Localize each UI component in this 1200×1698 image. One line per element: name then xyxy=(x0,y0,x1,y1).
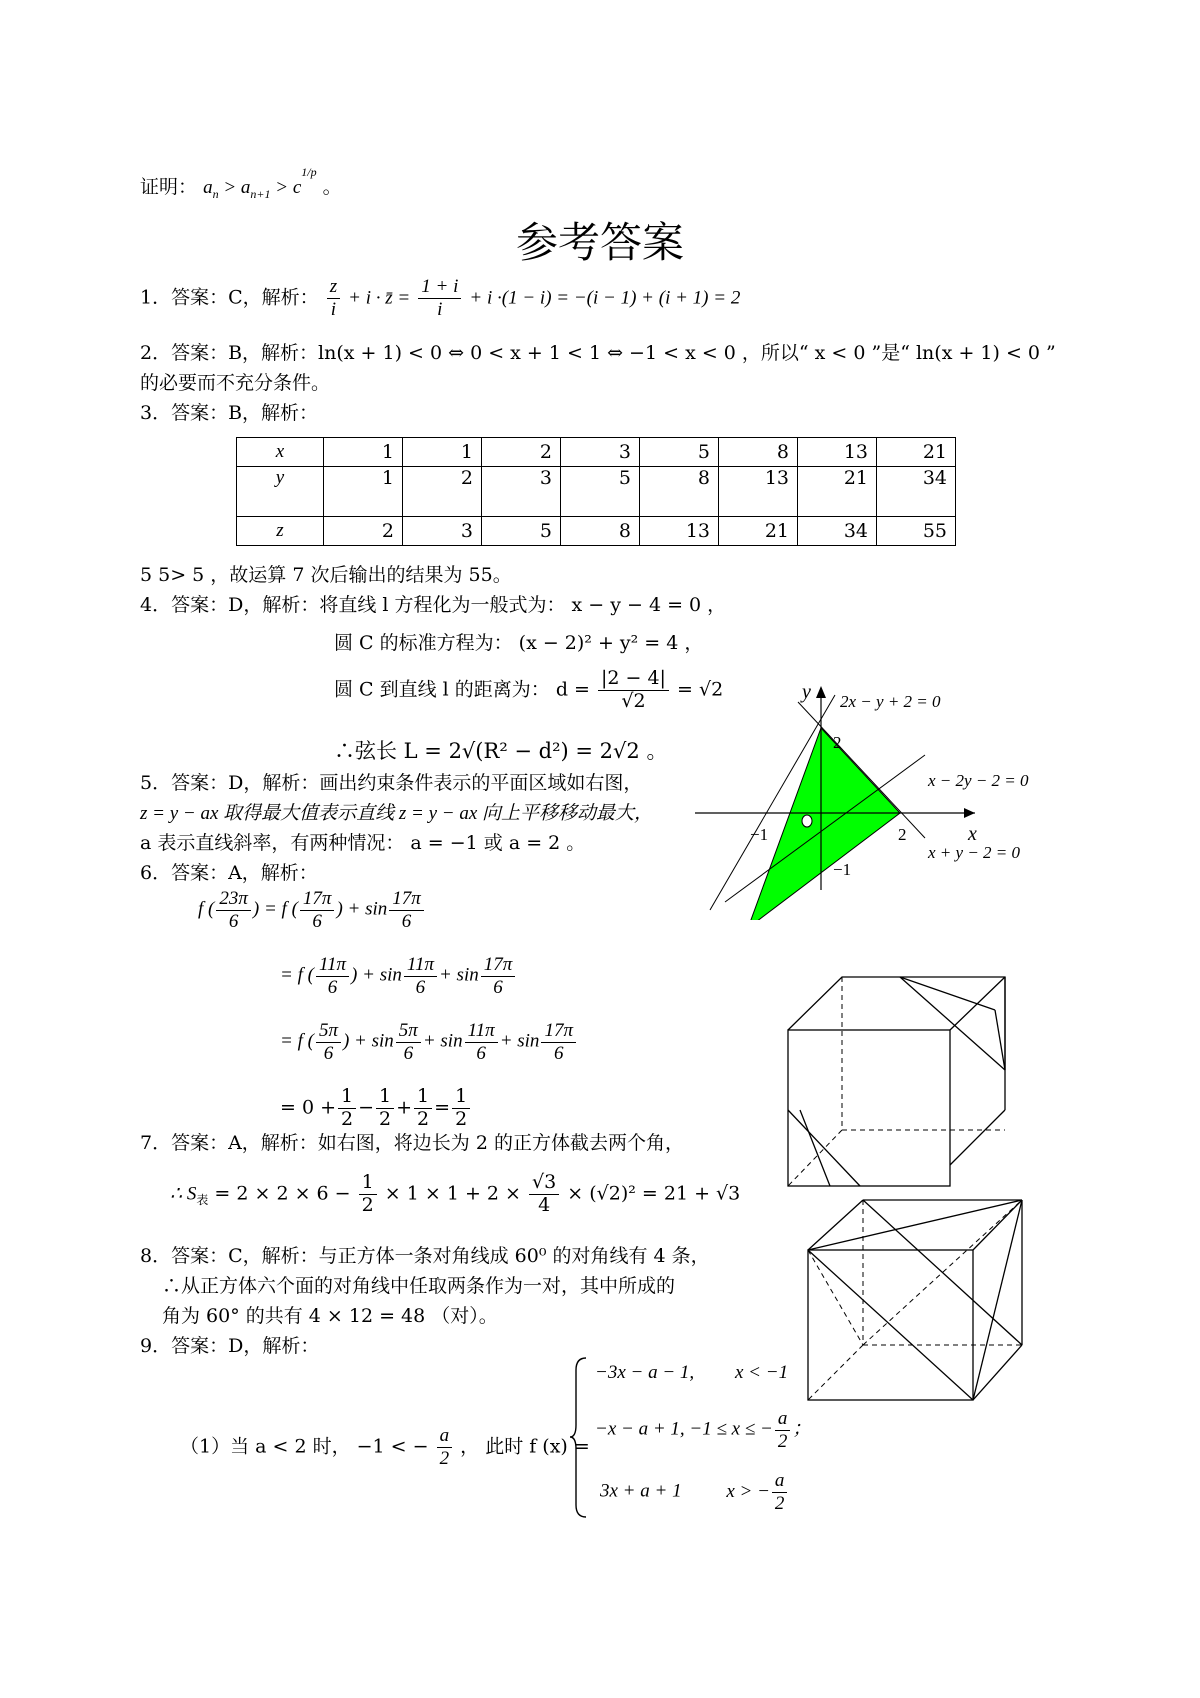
table-cell: 8 xyxy=(719,438,798,467)
q6-r4-d1: 2 xyxy=(341,1107,354,1130)
table-row xyxy=(237,438,956,467)
q1-frac1 xyxy=(327,276,340,321)
q6-r2-d3: 6 xyxy=(493,976,503,998)
q6-r3-f4 xyxy=(541,1020,576,1065)
q6-r4-d3: 2 xyxy=(417,1107,430,1130)
graph-eq3: x + y − 2 = 0 xyxy=(928,843,1021,862)
q9-case2: ， 此时 f (x) = xyxy=(460,1435,590,1458)
q4-line4: ∴弦长 L = 2√(R² − d²) = 2√2 。 xyxy=(334,739,668,763)
q6-r1-f2 xyxy=(300,888,335,933)
q8-line2: ∴从正方体六个面的对角线中任取两条作为一对，其中所成的 xyxy=(162,1275,676,1297)
q3-tail: 5 5> 5 ，故运算 7 次后输出的结果为 55。 xyxy=(140,564,512,586)
table-cell: 34 xyxy=(798,517,877,546)
q6-r4-f1 xyxy=(338,1086,356,1131)
graph-y-label: y xyxy=(802,681,811,703)
q6-r2-n3: 17π xyxy=(481,954,516,977)
proof-an: a xyxy=(203,177,213,198)
q6-r3-n3: 11π xyxy=(465,1020,498,1043)
q6-row3 xyxy=(280,1020,578,1065)
q6-r3-d3: 6 xyxy=(476,1042,486,1064)
q6-head: 6．答案：A，解析： xyxy=(140,862,318,884)
piecewise-brace xyxy=(570,1355,590,1520)
q9-head: 9．答案：D，解析： xyxy=(140,1335,320,1357)
q5-line2: z = y − ax 取得最大值表示直线 z = y − ax 向上平移移动最大， xyxy=(140,803,654,824)
q1-rest: + i ·(1 − i) = −(i − 1) + (i + 1) = 2 xyxy=(469,287,741,309)
q6-r4-n1: 1 xyxy=(338,1086,356,1109)
cube-figure-1 xyxy=(780,970,1010,1190)
q7-frac2 xyxy=(529,1172,559,1217)
q7-frac1 xyxy=(359,1172,377,1217)
table-cell: x xyxy=(237,438,324,467)
q9-case-text: （1）当 a < 2 时， −1 < − xyxy=(180,1435,429,1458)
x-axis-arrow xyxy=(964,808,975,818)
q4-l3a: 圆 C 到直线 l 的距离为： d = xyxy=(334,678,590,701)
q6-r3-f2 xyxy=(396,1020,421,1065)
q6-r1-d3: 6 xyxy=(401,910,412,932)
q6-r1-f3 xyxy=(389,888,424,933)
q4-l3b: = √2 xyxy=(677,678,724,701)
table-cell: 21 xyxy=(877,438,956,467)
q6-r4-d2: 2 xyxy=(379,1107,392,1130)
q6-row2 xyxy=(280,954,517,999)
q4-line3 xyxy=(334,668,723,713)
q6-r1-c: ) + sin xyxy=(336,898,388,920)
q4-head: 4．答案：D，解析：将直线 l 方程化为一般式为： x − y − 4 = 0 ， xyxy=(140,594,727,616)
origin-marker xyxy=(802,815,812,827)
q6-row1 xyxy=(198,888,426,933)
q6-r1-a: f ( xyxy=(198,898,215,920)
graph-tick-x2: 2 xyxy=(898,825,907,844)
q7-l2n: 1 xyxy=(359,1172,377,1195)
proof-label: 证明： xyxy=(140,176,198,198)
page-title: 参考答案 xyxy=(515,218,684,267)
table-cell: 1 xyxy=(403,438,482,467)
q6-r2-b: ) + sin xyxy=(351,964,402,986)
table-cell: 8 xyxy=(640,467,719,517)
table-cell: 1 xyxy=(324,467,403,517)
table-cell: 13 xyxy=(719,467,798,517)
q6-r4-f4 xyxy=(452,1086,470,1131)
q9-c2n: a xyxy=(775,1408,791,1431)
table-row xyxy=(237,517,956,546)
table-cell: 13 xyxy=(798,438,877,467)
table-cell: 5 xyxy=(482,517,561,546)
q6-r1-d1: 6 xyxy=(228,910,239,932)
q4-frac xyxy=(598,668,669,713)
q6-r3-b: ) + sin xyxy=(342,1030,394,1052)
q6-r4-n4: 1 xyxy=(452,1086,470,1109)
table-cell: 2 xyxy=(324,517,403,546)
table-cell: y xyxy=(237,467,324,517)
y-axis-arrow xyxy=(816,686,826,698)
q1-number: 1．答案：C，解析： xyxy=(140,286,319,309)
table-cell: 3 xyxy=(561,438,640,467)
q9-c3n: a xyxy=(772,1470,788,1493)
q1-frac2 xyxy=(418,276,461,321)
feasible-region xyxy=(748,728,900,920)
q6-r3-f3 xyxy=(465,1020,498,1065)
q9-piece1 xyxy=(595,1362,789,1384)
table-cell: 5 xyxy=(561,467,640,517)
flow-table xyxy=(236,437,956,546)
graph-eq2: x − 2y − 2 = 0 xyxy=(928,771,1029,790)
table-cell: 2 xyxy=(482,438,561,467)
q4-l3d: √2 xyxy=(621,689,646,712)
q6-r2-f2 xyxy=(404,954,437,999)
q6-row4 xyxy=(280,1086,472,1131)
q6-r1-b: ) = f ( xyxy=(252,898,298,920)
q7-l2b: = 2 × 2 × 6 − xyxy=(214,1182,351,1205)
q9-cn: a xyxy=(437,1425,453,1448)
proof-line xyxy=(140,164,342,202)
q6-r3-c: + sin xyxy=(422,1030,463,1052)
q6-r1-n3: 17π xyxy=(389,888,424,911)
q7-l2e: × (√2)² = 21 + √3 xyxy=(567,1182,741,1205)
table-cell: 21 xyxy=(719,517,798,546)
q6-r3-n2: 5π xyxy=(396,1020,421,1043)
q6-r4-f2 xyxy=(376,1086,394,1131)
q9-piece2 xyxy=(595,1408,811,1453)
q9-c3: x > − xyxy=(726,1480,770,1502)
q5-line3: a 表示直线斜率，有两种情况： a = −1 或 a = 2 。 xyxy=(140,832,586,854)
q9-piece3 xyxy=(600,1470,789,1515)
cube-figure-2 xyxy=(800,1195,1025,1405)
table-cell: 3 xyxy=(403,517,482,546)
table-row xyxy=(237,467,956,517)
table-cell: 5 xyxy=(640,438,719,467)
q1-f1n: z xyxy=(327,276,340,299)
q6-r4-n3: 1 xyxy=(414,1086,432,1109)
q1-f2n: 1 + i xyxy=(418,276,461,299)
q6-r1-f1 xyxy=(216,888,251,933)
q1-f2d: i xyxy=(437,298,443,320)
q1-f1d: i xyxy=(330,298,337,320)
q6-r4-n2: 1 xyxy=(376,1086,394,1109)
q1 xyxy=(140,276,740,321)
q7-l2sub: 表 xyxy=(196,1193,209,1208)
q9-c2-frac xyxy=(775,1408,791,1453)
graph-tick-ym1: −1 xyxy=(833,860,852,879)
q6-r2-n2: 11π xyxy=(404,954,437,977)
proof-sub1: n xyxy=(212,186,219,201)
q6-r3-d4: 6 xyxy=(553,1042,564,1064)
q6-r4-c: + xyxy=(396,1096,413,1119)
q6-r2-f1 xyxy=(316,954,349,999)
q4-l3n: |2 − 4| xyxy=(598,668,669,691)
q7-l2d: 2 xyxy=(361,1193,374,1216)
q6-r3-d2: 6 xyxy=(403,1042,414,1064)
q6-r1-n2: 17π xyxy=(300,888,335,911)
q7-l2n2: √3 xyxy=(529,1172,559,1195)
q9-p1: −3x − a − 1, xyxy=(595,1362,695,1383)
q6-r4-d4: 2 xyxy=(455,1107,468,1130)
q2-line1: 2．答案：B，解析：ln(x + 1) < 0 ⇔ 0 < x + 1 < 1 ⇔ −1 < x < 0 ，所以“ x < 0 ”是“ ln(x + 1) < 0 ” xyxy=(140,342,1056,364)
q6-r2-f3 xyxy=(481,954,516,999)
proof-mid: > a xyxy=(218,177,251,198)
q9-c2: −1 ≤ x ≤ − xyxy=(689,1418,773,1440)
table-cell: 8 xyxy=(561,517,640,546)
q6-r2-d1: 6 xyxy=(327,976,338,998)
q6-r3-e: + sin xyxy=(499,1030,540,1052)
graph-eq1: 2x − y + 2 = 0 xyxy=(840,692,941,711)
q7-l2d2: 4 xyxy=(538,1193,551,1216)
graph-tick-xm1: −1 xyxy=(750,825,769,844)
q4-line2: 圆 C 的标准方程为： (x − 2)² + y² = 4 ， xyxy=(334,632,704,654)
proof-sub2: n+1 xyxy=(250,186,271,201)
proof-end: 。 xyxy=(322,176,342,198)
q7-line2 xyxy=(170,1172,740,1217)
q2-line2: 的必要而不充分条件。 xyxy=(140,372,331,394)
q6-r2-d2: 6 xyxy=(415,976,426,998)
proof-sup: 1/p xyxy=(301,164,317,179)
table-cell: 1 xyxy=(324,438,403,467)
table-cell: 21 xyxy=(798,467,877,517)
table-cell: 55 xyxy=(877,517,956,546)
q6-r4-f3 xyxy=(414,1086,432,1131)
q9-case-frac xyxy=(437,1425,453,1470)
q6-r4-b: − xyxy=(358,1096,375,1119)
q3-head: 3．答案：B，解析： xyxy=(140,402,319,424)
q8-line1: 8．答案：C，解析：与正方体一条对角线成 60⁰ 的对角线有 4 条， xyxy=(140,1245,710,1267)
q6-r3-a: = f ( xyxy=(280,1030,314,1052)
graph-tick-y2: 2 xyxy=(833,733,842,752)
q9-c1: x < −1 xyxy=(735,1362,789,1383)
q5-line1: 5．答案：D，解析：画出约束条件表示的平面区域如右图， xyxy=(140,772,643,794)
q6-r2-c: + sin xyxy=(438,964,479,986)
table-cell: 13 xyxy=(640,517,719,546)
proof-tail: > c xyxy=(270,177,302,198)
q7-line1: 7．答案：A，解析：如右图，将边长为 2 的正方体截去两个角， xyxy=(140,1132,684,1154)
q7-l2a: ∴ S xyxy=(170,1183,197,1205)
q9-c2d: 2 xyxy=(777,1430,788,1452)
q6-r2-n1: 11π xyxy=(316,954,349,977)
q9-cd: 2 xyxy=(439,1447,450,1469)
q1-mid: + i · z̄ = xyxy=(348,287,411,309)
q9-c3-frac xyxy=(772,1470,788,1515)
q6-r4-e: = xyxy=(434,1096,451,1119)
q6-r1-n1: 23π xyxy=(216,888,251,911)
q9-p3: 3x + a + 1 xyxy=(600,1480,682,1502)
graph-x-label: x xyxy=(968,823,977,845)
q6-r3-d1: 6 xyxy=(323,1042,334,1064)
q7-l2c: × 1 × 1 + 2 × xyxy=(384,1182,521,1205)
q6-r3-n4: 17π xyxy=(541,1020,576,1043)
table-cell: 2 xyxy=(403,467,482,517)
q9-p2: −x − a + 1, xyxy=(595,1418,685,1440)
table-cell: z xyxy=(237,517,324,546)
q8-line3: 角为 60° 的共有 4 × 12 = 48 （对）。 xyxy=(162,1305,498,1327)
q9-c2e: ； xyxy=(792,1418,812,1440)
q9-c3d: 2 xyxy=(774,1492,785,1514)
table-cell: 3 xyxy=(482,467,561,517)
q6-r2-a: = f ( xyxy=(280,964,314,986)
q6-r4-a: = 0 + xyxy=(280,1096,337,1119)
constraint-graph xyxy=(690,680,1070,920)
q6-r1-d2: 6 xyxy=(312,910,322,932)
q6-r3-n1: 5π xyxy=(316,1020,341,1043)
table-cell: 34 xyxy=(877,467,956,517)
q6-r3-f1 xyxy=(316,1020,341,1065)
q9-case xyxy=(180,1425,590,1470)
